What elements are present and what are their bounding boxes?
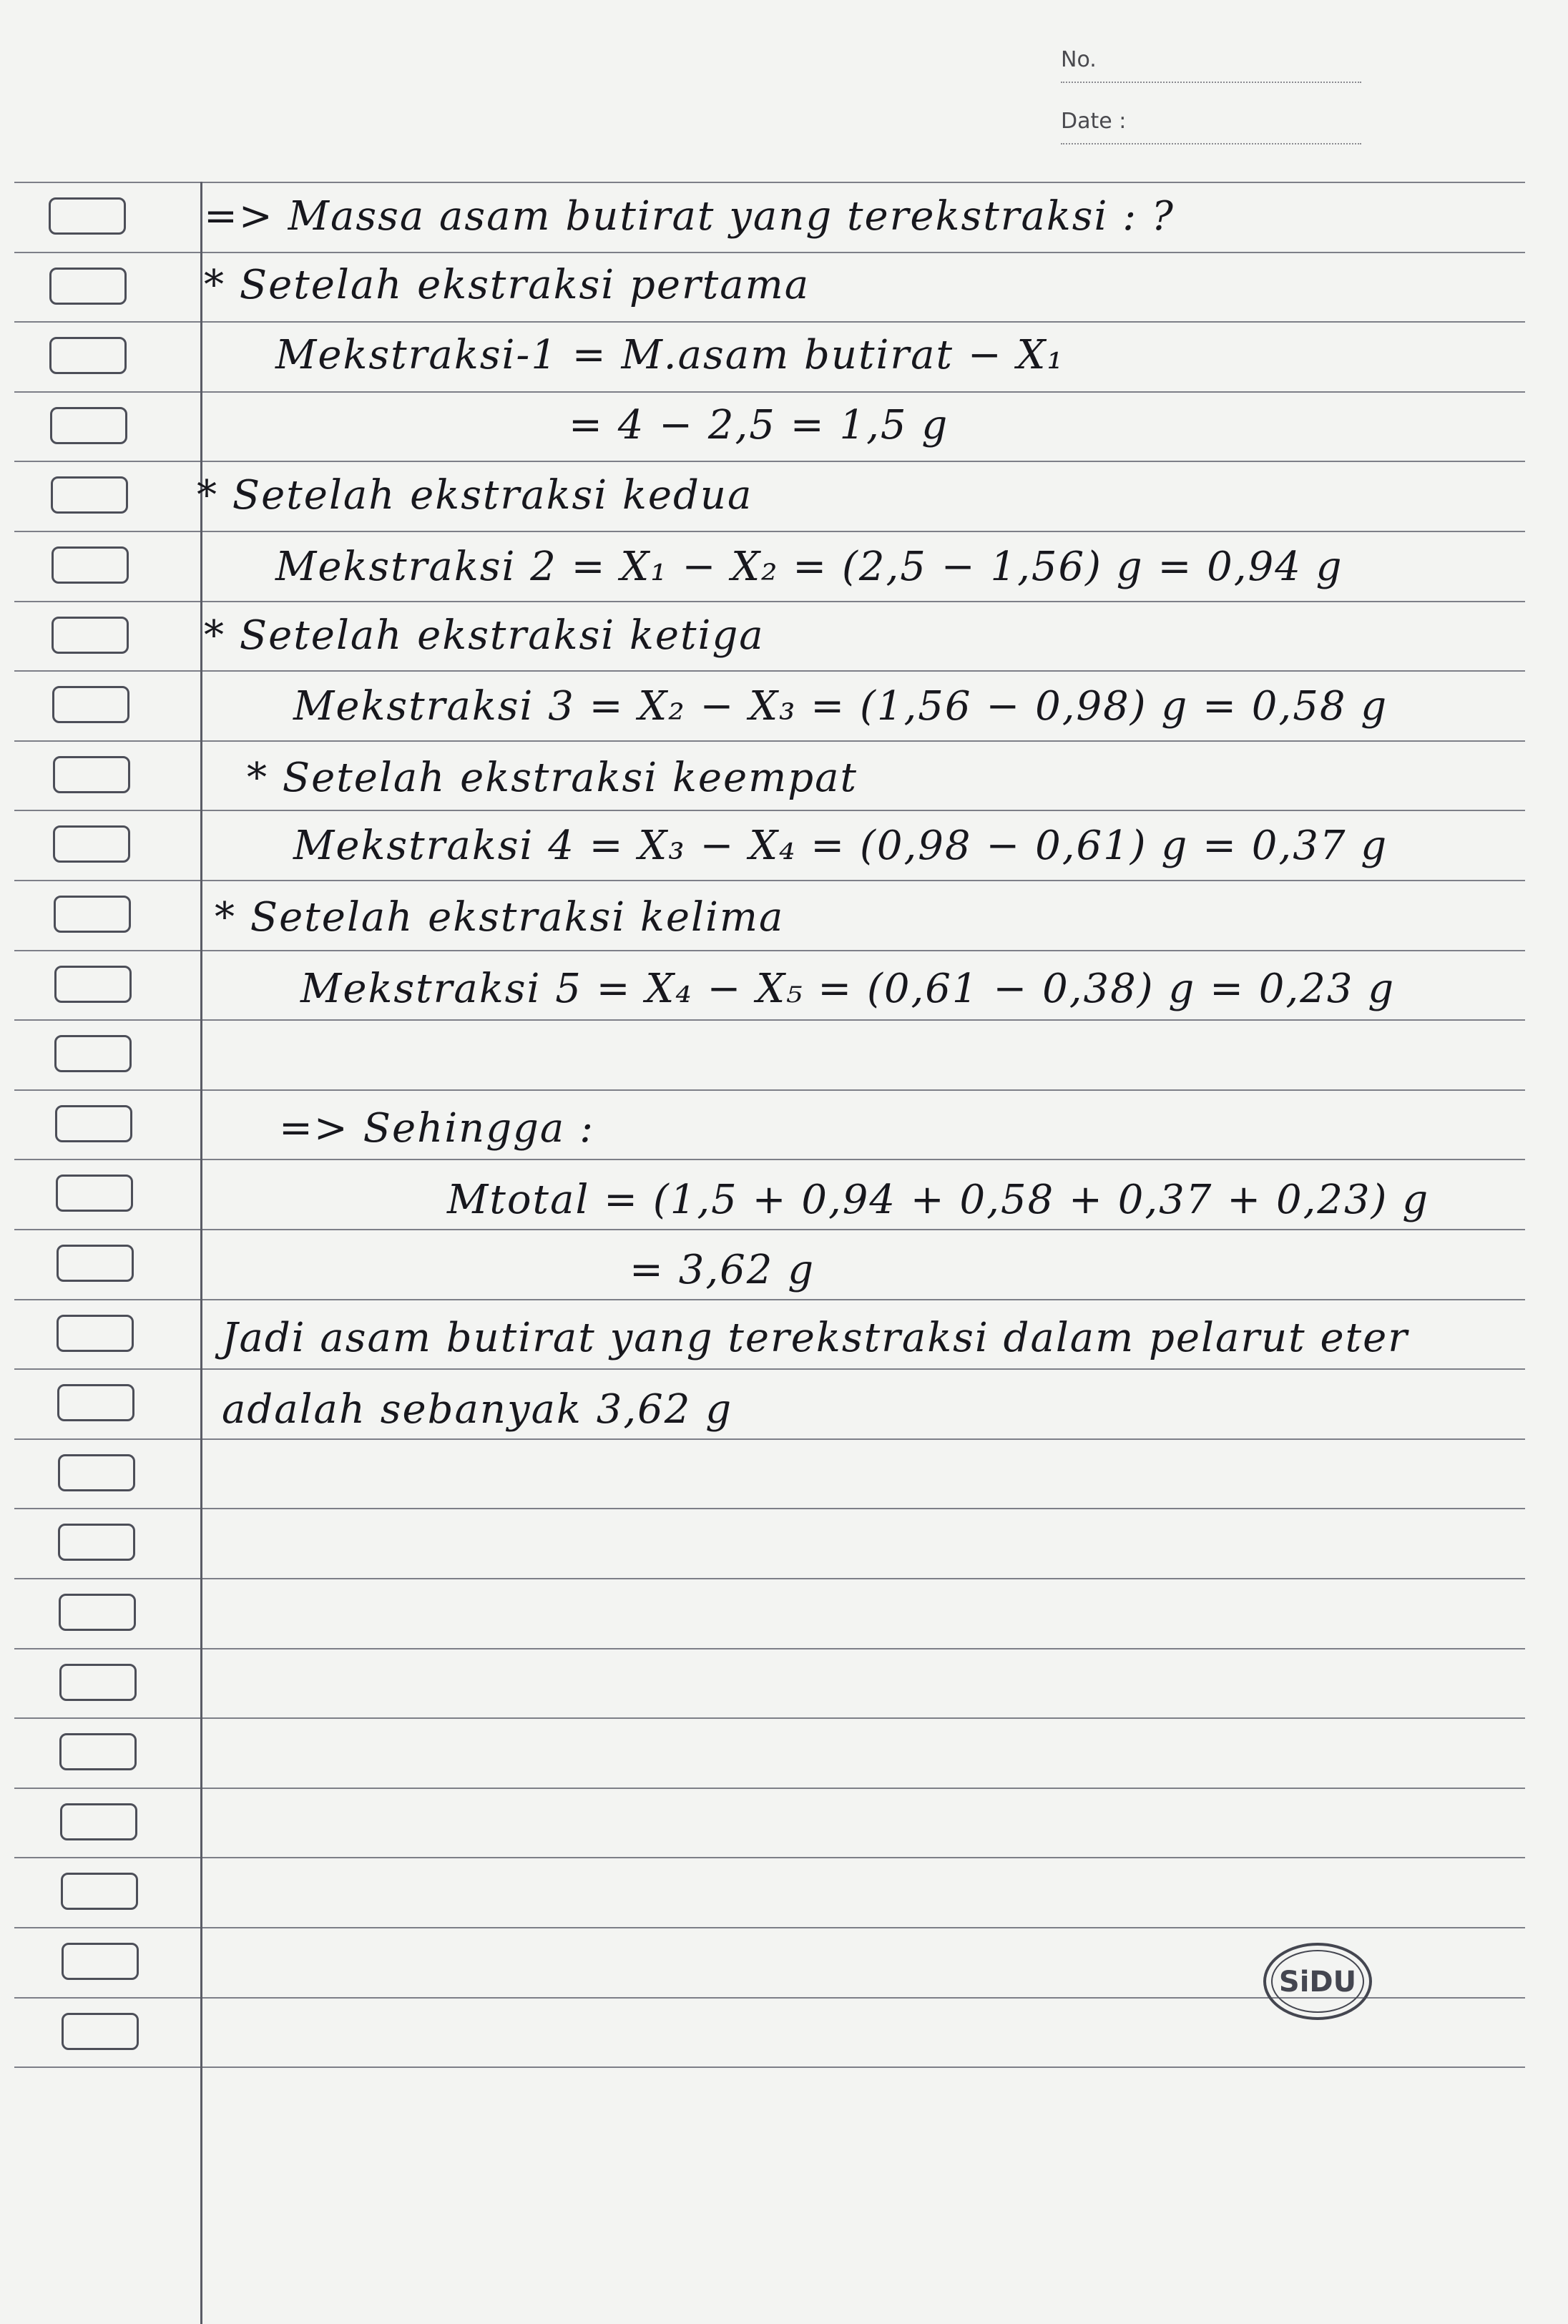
ruled-line [14,1578,1525,1579]
ruled-line [14,1857,1525,1858]
line-checkbox[interactable] [50,407,127,444]
ruled-line [14,391,1525,393]
line-checkbox[interactable] [49,197,126,235]
line-checkbox[interactable] [54,1035,132,1072]
line-checkbox[interactable] [57,1315,134,1352]
ruled-line [14,1717,1525,1719]
line-step1-formula: Mekstraksi-1 = M.asam butirat − X₁ [275,332,1064,378]
brand-logo [1260,1938,1375,2024]
line-step4-formula: Mekstraksi 4 = X₃ − X₄ = (0,98 − 0,61) g = 0,37 g [293,823,1388,869]
line-step5-heading: * Setelah ekstraksi kelima [215,894,785,941]
line-step1-heading: * Setelah ekstraksi pertama [204,262,810,308]
ruled-line [14,1508,1525,1509]
line-checkbox[interactable] [57,1245,134,1282]
line-checkbox[interactable] [54,966,132,1003]
line-checkbox[interactable] [52,546,129,584]
date-field [1061,109,1126,134]
ruled-line [14,1927,1525,1928]
line-checkbox[interactable] [53,756,130,793]
line-step2-formula: Mekstraksi 2 = X₁ − X₂ = (2,5 − 1,56) g = 0,94 g [275,544,1343,590]
ruled-line [14,252,1525,253]
line-checkbox[interactable] [62,1943,139,1980]
ruled-line [14,1229,1525,1230]
date-rule [1061,143,1361,144]
line-step5-formula: Mekstraksi 5 = X₄ − X₅ = (0,61 − 0,38) g = 0,23 g [300,966,1396,1012]
line-conclusion-heading: => Sehingga : [279,1105,594,1152]
ruled-line [14,1299,1525,1300]
ruled-line [14,531,1525,532]
line-checkbox[interactable] [49,268,127,305]
line-step3-formula: Mekstraksi 3 = X₂ − X₃ = (1,56 − 0,98) g = 0,58 g [293,683,1388,730]
line-checkbox[interactable] [49,337,127,374]
date-label: Date : [1061,109,1127,134]
ruled-line [14,1089,1525,1091]
ruled-line [14,1648,1525,1649]
ruled-line [14,2066,1525,2068]
line-checkbox[interactable] [52,686,129,723]
number-rule [1061,82,1361,83]
line-total-formula: Mtotal = (1,5 + 0,94 + 0,58 + 0,37 + 0,23) g [447,1177,1430,1223]
line-checkbox[interactable] [54,896,131,933]
ruled-line [14,601,1525,602]
line-checkbox[interactable] [55,1105,132,1142]
ruled-line [14,810,1525,811]
line-checkbox[interactable] [60,1803,137,1840]
number-field [1061,47,1097,72]
line-step1-result: = 4 − 2,5 = 1,5 g [569,402,949,448]
line-checkbox[interactable] [57,1384,134,1421]
line-checkbox[interactable] [58,1524,135,1561]
ruled-line [14,321,1525,323]
ruled-line [14,670,1525,672]
line-checkbox[interactable] [59,1733,137,1770]
line-checkbox[interactable] [59,1664,137,1701]
line-summary-2: adalah sebanyak 3,62 g [222,1386,733,1433]
ruled-line [14,1788,1525,1789]
line-step4-heading: * Setelah ekstraksi keempat [247,755,858,801]
line-checkbox[interactable] [56,1175,133,1212]
ruled-line [14,880,1525,881]
ruled-line [14,1438,1525,1440]
line-total-result: = 3,62 g [629,1247,815,1293]
line-step2-heading: * Setelah ekstraksi kedua [197,472,753,519]
line-question: => Massa asam butirat yang terekstraksi : ? [204,193,1175,240]
brand-logo-text: SiDU [1278,1966,1357,1999]
ruled-line [14,950,1525,951]
line-checkbox[interactable] [51,476,128,514]
ruled-line [14,461,1525,462]
ruled-line [14,740,1525,742]
line-checkbox[interactable] [62,2013,139,2050]
line-checkbox[interactable] [53,825,130,863]
line-step3-heading: * Setelah ekstraksi ketiga [204,612,765,659]
ruled-line [14,1159,1525,1160]
line-checkbox[interactable] [59,1594,136,1631]
ruled-line [14,1368,1525,1370]
line-checkbox[interactable] [61,1873,138,1910]
ruled-line [14,1019,1525,1021]
line-checkbox[interactable] [52,617,129,654]
line-summary-1: Jadi asam butirat yang terekstraksi dalam pelarut eter [222,1315,1409,1361]
line-checkbox[interactable] [58,1454,135,1491]
ruled-line [14,182,1525,183]
number-label: No. [1061,47,1097,72]
